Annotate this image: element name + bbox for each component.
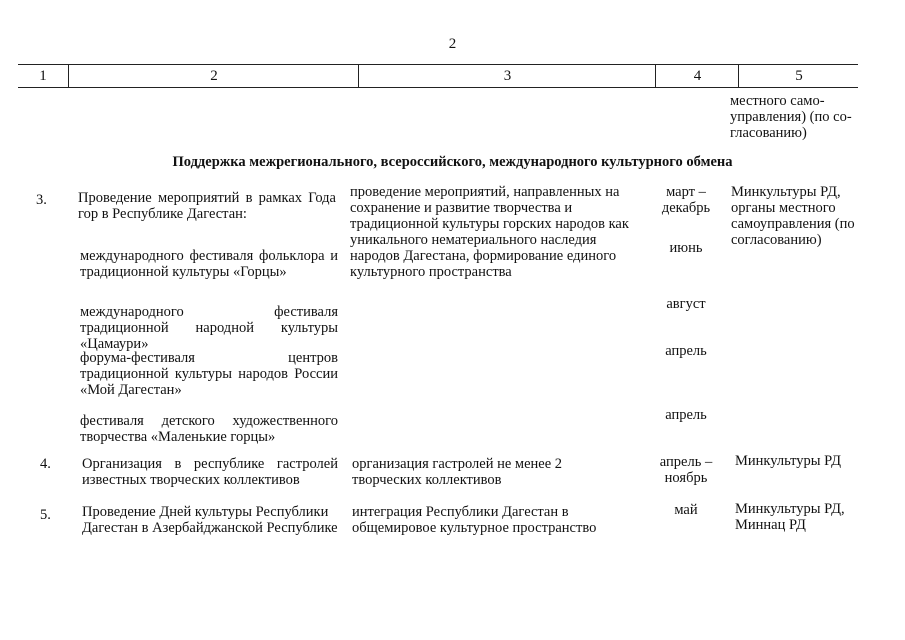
row-5-title: Проведение Дней культуры Республики Дагестан в Азербайджанской Республике bbox=[82, 504, 338, 536]
row-4-date: апрель – ноябрь bbox=[659, 454, 713, 486]
continuation-text: местного само- управления) (по со- гласованию) bbox=[730, 93, 852, 141]
row-3-date-2: июнь bbox=[669, 240, 703, 256]
column-header-2: 2 bbox=[68, 65, 359, 87]
row-3-responsible: Минкультуры РД, органы местного самоуправления (по согласованию) bbox=[731, 184, 855, 248]
row-5-date: май bbox=[674, 502, 698, 518]
row-3-date-3: август bbox=[666, 296, 706, 312]
row-5-result: интеграция Республики Дагестан в общемировое культурное пространство bbox=[352, 504, 597, 536]
row-5-responsible: Минкультуры РД, Миннац РД bbox=[735, 501, 845, 533]
column-header-5: 5 bbox=[738, 65, 859, 87]
row-3-subitem-4: фестиваля детского художественного творчества «Маленькие горцы» bbox=[80, 413, 338, 445]
row-3-number: 3. bbox=[36, 192, 47, 208]
column-header-1: 1 bbox=[39, 68, 47, 84]
row-4-number: 4. bbox=[40, 456, 51, 472]
row-3-date-4: апрель bbox=[665, 343, 707, 359]
column-header-4: 4 bbox=[655, 65, 739, 87]
row-4-title: Организация в республике гастролей известных творческих коллективов bbox=[82, 456, 338, 488]
row-3-date-5: апрель bbox=[665, 407, 707, 423]
row-4-responsible: Минкультуры РД bbox=[735, 453, 842, 469]
row-3-date-1: март – декабрь bbox=[661, 184, 711, 216]
section-title: Поддержка межрегионального, всероссийского, международного культурного обмена bbox=[172, 154, 733, 170]
row-4-result: организация гастролей не менее 2 творческих коллективов bbox=[352, 456, 563, 488]
row-3-subitem-2: международного фестиваля традиционной народной культуры «Цамаури» bbox=[80, 304, 338, 352]
page-number: 2 bbox=[448, 36, 457, 52]
row-3-subitem-3: форума-фестиваля центров традиционной культуры народов России «Мой Дагестан» bbox=[80, 350, 338, 398]
column-header-row bbox=[18, 64, 858, 88]
row-3-result: проведение мероприятий, направленных на сохранение и развитие творчества и традиционной культуры горских народов как уникального нематериального наследия народов Дагестана, формирование единого культурного пространства bbox=[350, 184, 629, 280]
row-3-title: Проведение мероприятий в рамках Года гор в Республике Дагестан: bbox=[78, 190, 336, 222]
row-3-subitem-1: международного фестиваля фольклора и традиционной культуры «Горцы» bbox=[80, 248, 338, 280]
row-5-number: 5. bbox=[40, 507, 51, 523]
column-header-3: 3 bbox=[358, 65, 656, 87]
